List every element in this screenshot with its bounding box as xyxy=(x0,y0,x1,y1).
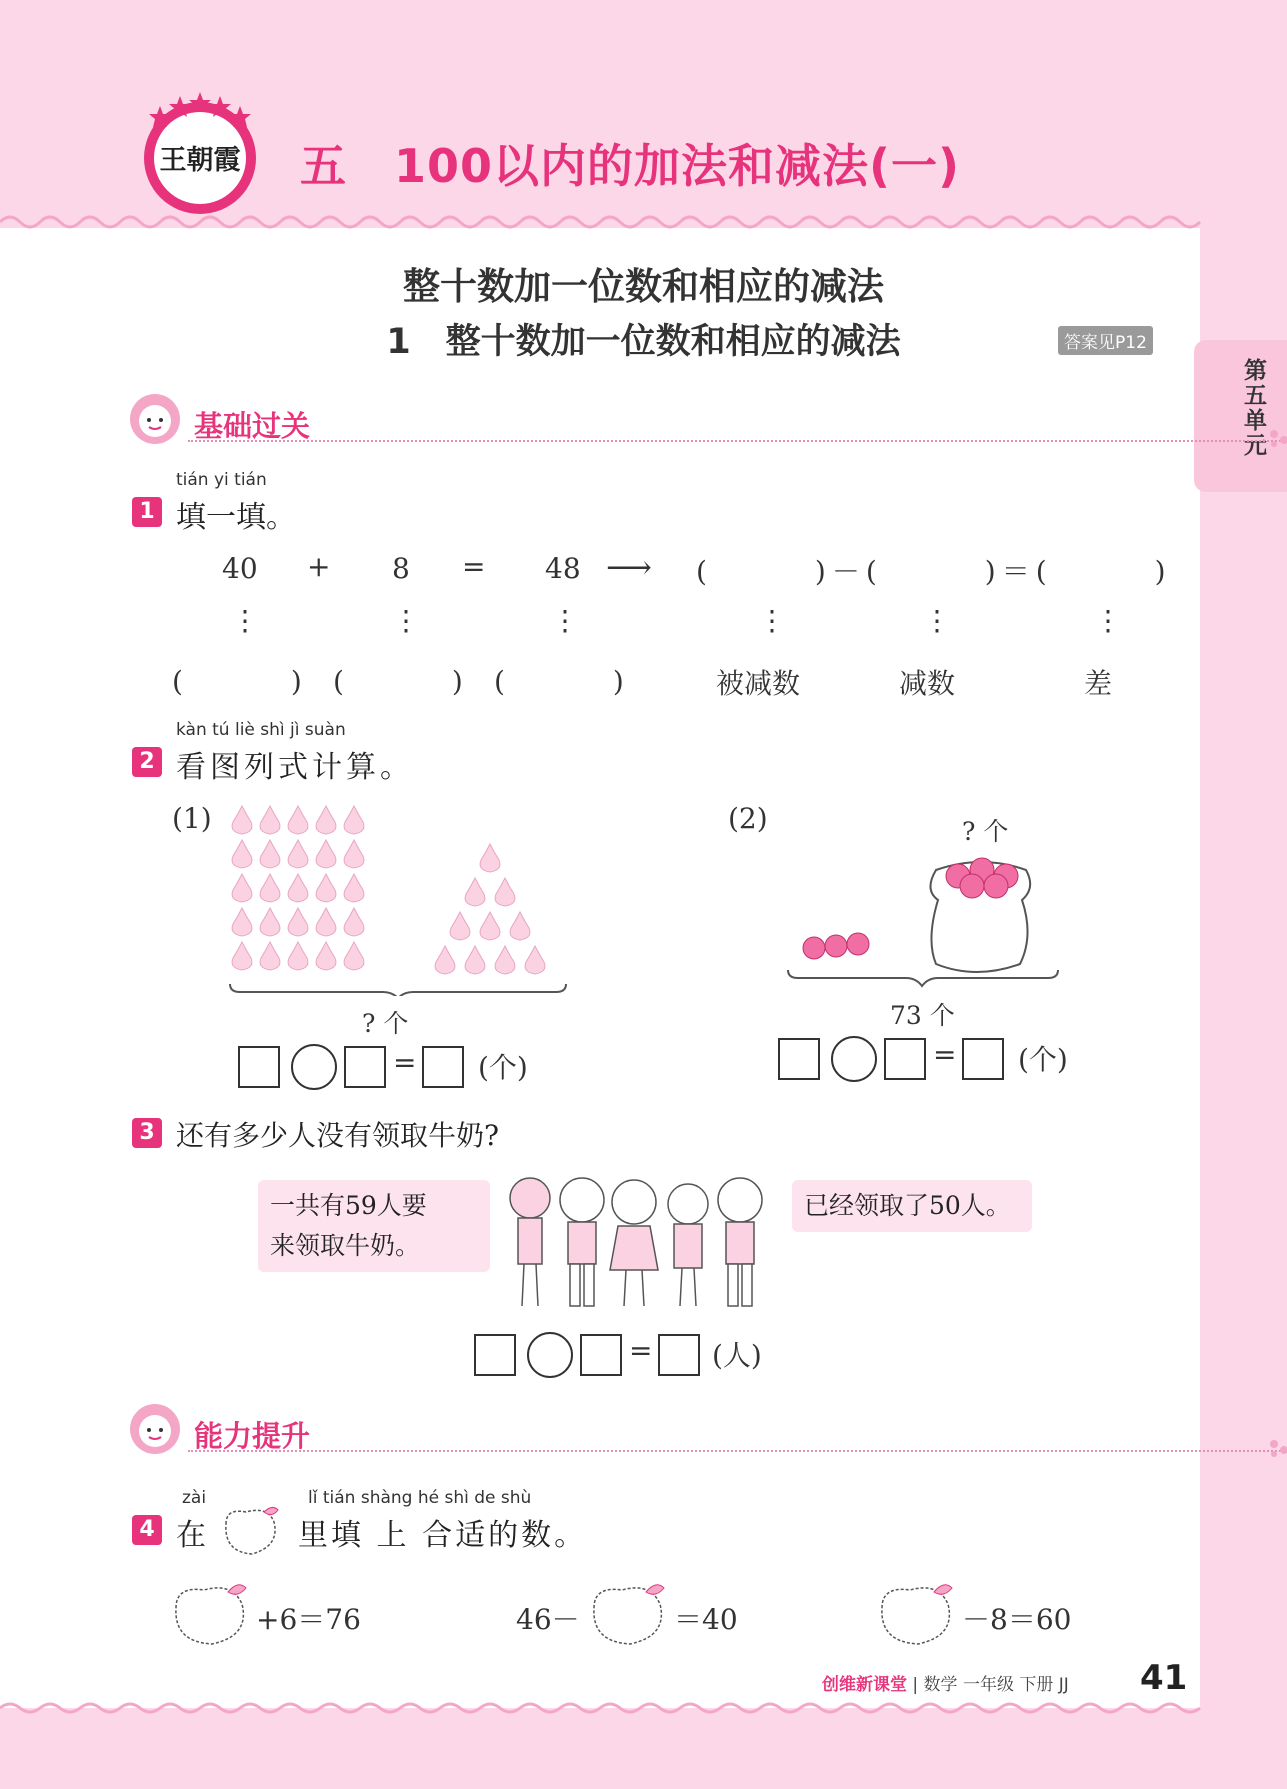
q2-part1-answer-box-2[interactable] xyxy=(344,1046,386,1088)
q1-title: 填一填。 xyxy=(176,500,296,535)
q4-eq2-apple-blank[interactable] xyxy=(584,1578,674,1648)
footer-details: | 数学 一年级 下册 JJ xyxy=(912,1675,1069,1695)
q1-number: 1 xyxy=(132,497,162,527)
q1-dots-3: ⋮ xyxy=(551,604,579,637)
part-label-basic: 基础过关 xyxy=(194,409,311,443)
q1-addend-2: 8 xyxy=(392,552,410,585)
q2-part2-operator-circle[interactable] xyxy=(831,1036,877,1082)
pear-icon xyxy=(344,874,364,902)
pear-icon xyxy=(288,942,308,970)
pear-icon xyxy=(260,806,280,834)
q2-pinyin: kàn tú liè shì jì suàn xyxy=(176,720,346,740)
q2-part2-answer-box-2[interactable] xyxy=(884,1038,926,1080)
pear-icon xyxy=(344,806,364,834)
q3-equals: = xyxy=(629,1334,653,1367)
q4-eq3-apple-blank[interactable] xyxy=(872,1578,962,1648)
lesson-title: 1 整十数加一位数和相应的减法 xyxy=(386,322,901,362)
pear-icon xyxy=(232,840,252,868)
pears-illustration-icon xyxy=(228,800,568,996)
pear-icon xyxy=(316,908,336,936)
dotted-divider xyxy=(188,1450,1287,1452)
q2-part1-operator-circle[interactable] xyxy=(291,1044,337,1090)
q2-part2-equals: = xyxy=(933,1038,957,1071)
q4-title-a: 在 xyxy=(176,1518,206,1553)
decor-dots-icon xyxy=(1268,428,1287,448)
q3-speech-bubble-right: 已经领取了50人。 xyxy=(792,1180,1032,1232)
q3-bubble-left-line-2: 来领取牛奶。 xyxy=(270,1231,421,1260)
bottom-wave-border xyxy=(0,1700,1287,1718)
footer-info xyxy=(822,1670,1069,1695)
part-header-advanced xyxy=(128,1402,1188,1462)
pear-icon xyxy=(316,806,336,834)
pear-icon xyxy=(344,840,364,868)
q4-number: 4 xyxy=(132,1515,162,1545)
q2-part1-unit: (个) xyxy=(478,1051,528,1084)
q3-unit: (人) xyxy=(712,1339,762,1372)
q2-part1-equals: = xyxy=(393,1046,417,1079)
q3-speech-bubble-left xyxy=(258,1180,490,1272)
pear-icon xyxy=(232,806,252,834)
q4-title-b: 里填 上 合适的数。 xyxy=(298,1518,588,1553)
children-illustration-icon xyxy=(500,1170,772,1318)
pear-icon xyxy=(344,908,364,936)
q2-part1-answer-box-1[interactable] xyxy=(238,1046,280,1088)
pear-icon xyxy=(260,908,280,936)
apple-blank-icon xyxy=(216,1502,286,1558)
q1-label-minuend: 被减数 xyxy=(716,667,801,700)
q1-dots-5: ⋮ xyxy=(923,604,951,637)
logo-text: 王朝霞 xyxy=(159,145,241,176)
pear-icon xyxy=(288,908,308,936)
q2-part2-unit: (个) xyxy=(1018,1043,1068,1076)
pear-icon xyxy=(316,942,336,970)
pear-icon xyxy=(510,912,530,940)
q2-part1-answer-box-3[interactable] xyxy=(422,1046,464,1088)
q4-eq3: －8＝60 xyxy=(962,1603,1072,1636)
q2-part2-question: ? 个 xyxy=(962,817,1009,846)
answer-reference-badge: 答案见P12 xyxy=(1058,326,1153,355)
q1-dots-2: ⋮ xyxy=(392,604,420,637)
unit-title: 五 100以内的加法和减法(一) xyxy=(300,139,961,193)
girl-avatar-icon xyxy=(128,392,182,446)
pear-icon xyxy=(525,946,545,974)
q4-pinyin-b: lǐ tián shàng hé shì de shù xyxy=(308,1488,532,1508)
pear-icon xyxy=(232,874,252,902)
q1-dots-1: ⋮ xyxy=(231,604,259,637)
pear-icon xyxy=(260,942,280,970)
pear-icon xyxy=(316,874,336,902)
pear-icon xyxy=(495,878,515,906)
pear-icon xyxy=(450,912,470,940)
pear-icon xyxy=(232,908,252,936)
pear-icon xyxy=(288,806,308,834)
pear-icon xyxy=(465,946,485,974)
q1-blank-subtrahend[interactable]: ( ) xyxy=(333,665,469,698)
q2-part2-answer-box-3[interactable] xyxy=(962,1038,1004,1080)
q3-answer-box-2[interactable] xyxy=(580,1334,622,1376)
q1-blank-difference[interactable]: ( ) xyxy=(494,665,630,698)
pear-icon xyxy=(465,878,485,906)
q1-pinyin: tián yi tián xyxy=(176,470,267,490)
q4-pinyin-a: zài xyxy=(182,1488,207,1508)
pear-icon xyxy=(480,844,500,872)
pear-icon xyxy=(232,942,252,970)
boy-avatar-icon xyxy=(128,1402,182,1456)
q1-dots-6: ⋮ xyxy=(1094,604,1122,637)
pear-icon xyxy=(260,874,280,902)
section-title: 整十数加一位数和相应的减法 xyxy=(403,265,884,308)
q1-equals-sign: = xyxy=(462,550,486,583)
q2-title: 看图列式计算。 xyxy=(176,750,414,785)
q2-part2-total: 73 个 xyxy=(890,1001,955,1030)
q1-addend-1: 40 xyxy=(222,552,258,585)
unit-side-tab-label: 第五单元 xyxy=(1240,358,1266,458)
decor-dots-icon xyxy=(1268,1438,1287,1458)
q1-arrow-icon: ⟶ xyxy=(606,548,652,586)
pear-icon xyxy=(260,840,280,868)
q2-part1-label: (1) xyxy=(172,802,212,835)
pear-icon xyxy=(288,840,308,868)
q2-part2-answer-box-1[interactable] xyxy=(778,1038,820,1080)
q1-plus-sign: + xyxy=(307,550,331,583)
q4-eq2-prefix: 46－ xyxy=(516,1603,580,1636)
q4-eq1-apple-blank[interactable] xyxy=(166,1578,256,1648)
apple-bag-illustration-icon xyxy=(786,840,1062,988)
unit-side-tab xyxy=(1194,340,1287,492)
q1-label-subtrahend: 减数 xyxy=(899,667,956,700)
q4-eq2-suffix: ＝40 xyxy=(674,1603,738,1636)
q3-number: 3 xyxy=(132,1118,162,1148)
q2-part2-label: (2) xyxy=(728,802,768,835)
pear-icon xyxy=(435,946,455,974)
pear-icon xyxy=(344,942,364,970)
q1-sum: 48 xyxy=(545,552,581,585)
footer-brand: 创维新课堂 xyxy=(822,1675,907,1695)
q2-number: 2 xyxy=(132,747,162,777)
q4-eq1: +6＝76 xyxy=(256,1603,361,1636)
q3-title: 还有多少人没有领取牛奶? xyxy=(176,1119,500,1152)
page-number: 41 xyxy=(1140,1658,1188,1698)
part-label-advanced: 能力提升 xyxy=(194,1419,311,1453)
dotted-divider xyxy=(188,440,1287,442)
q1-blank-minuend[interactable]: ( ) xyxy=(172,665,308,698)
q3-operator-circle[interactable] xyxy=(527,1332,573,1378)
q2-part1-question: ? 个 xyxy=(362,1009,409,1038)
pear-icon xyxy=(495,946,515,974)
q3-bubble-left-line-1: 一共有59人要 xyxy=(270,1191,427,1220)
pear-icon xyxy=(480,912,500,940)
part-header-basic xyxy=(128,392,1188,452)
pear-icon xyxy=(316,840,336,868)
q1-subtraction-blanks[interactable]: ( )－( )＝( ) xyxy=(696,555,1172,588)
q3-answer-box-1[interactable] xyxy=(474,1334,516,1376)
q3-answer-box-3[interactable] xyxy=(658,1334,700,1376)
pear-icon xyxy=(288,874,308,902)
q1-label-difference: 差 xyxy=(1084,667,1113,700)
q1-dots-4: ⋮ xyxy=(758,604,786,637)
